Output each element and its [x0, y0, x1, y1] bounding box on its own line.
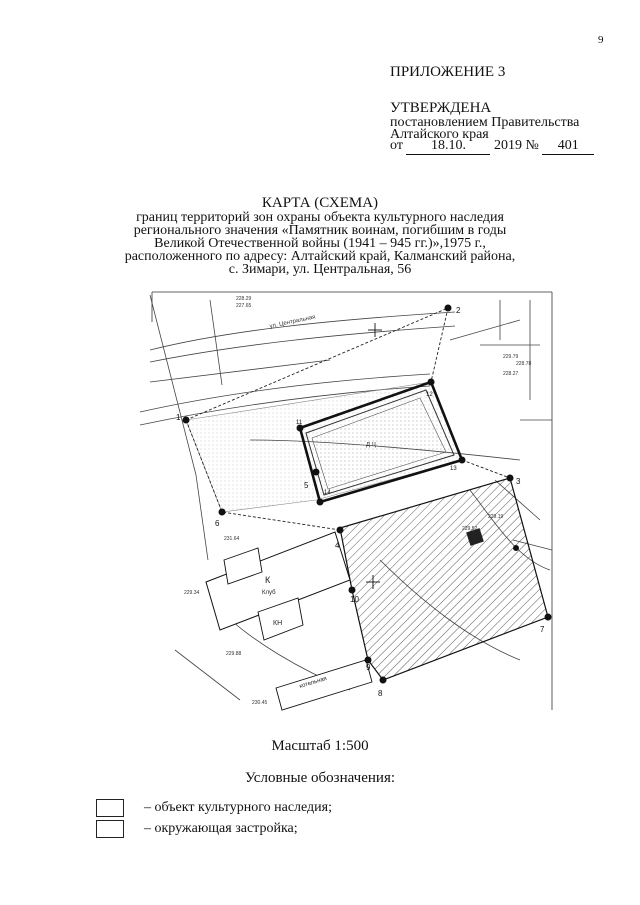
title-line-1: границ территорий зон охраны объекта культурного наследия	[136, 210, 504, 225]
legend-label-heritage: – объект культурного наследия;	[144, 800, 332, 815]
point-11-label: 11	[296, 420, 303, 426]
title-line-5: с. Зимари, ул. Центральная, 56	[228, 262, 412, 277]
map-scale: Масштаб 1:500	[271, 738, 369, 754]
legend-title: Условные обозначения:	[244, 770, 396, 786]
point-9-label: 9	[366, 663, 371, 672]
legend-item-buildings	[96, 820, 298, 838]
point-10-marker	[349, 587, 356, 594]
point-10-label: 10	[350, 595, 359, 604]
title-line-3: Великой Отечественной войны (1941 – 945 гг.)»,1975 г.,	[154, 236, 486, 251]
point-13-label: 13	[450, 466, 457, 472]
point-14-label: 14	[324, 490, 331, 496]
point-2-marker	[445, 305, 452, 312]
point-4-marker	[337, 527, 344, 534]
elevation-7: 229.79	[503, 354, 519, 360]
elevation-1: 228.29	[236, 296, 252, 302]
elevation-10: 229.52	[462, 526, 478, 532]
legend-swatch-buildings	[96, 820, 124, 838]
from-label: от	[390, 138, 403, 153]
point-3-label: 3	[516, 477, 521, 486]
extra-point-marker	[513, 545, 519, 551]
point-4-label: 4	[335, 541, 340, 550]
appendix-label: ПРИЛОЖЕНИЕ 3	[390, 64, 506, 80]
approved-line-1: постановлением Правительства	[390, 115, 580, 130]
point-1-label: 1	[176, 413, 181, 422]
point-12-label: 12	[426, 392, 433, 398]
point-8-marker	[380, 677, 387, 684]
point-6-marker	[219, 509, 226, 516]
point-7-label: 7	[540, 625, 545, 634]
approved-label: УТВЕРЖДЕНА	[390, 100, 492, 116]
map-label-cult: д.ц	[366, 441, 377, 448]
approval-number: 401	[542, 138, 594, 155]
map-label-kn: КН	[273, 620, 283, 627]
title-line-2: регионального значения «Памятник воинам, погибшим в годы	[133, 223, 507, 238]
legend-label-buildings: – окружающая застройка;	[144, 821, 298, 836]
hatched-zone	[340, 478, 548, 680]
point-3-marker	[507, 475, 514, 482]
approval-year: 2019 №	[493, 138, 539, 153]
boiler-building	[276, 660, 372, 710]
point-6-label: 6	[215, 519, 220, 528]
elevation-6: 230.45	[252, 700, 268, 706]
map-label-boiler: котельная	[298, 675, 328, 690]
approval-date: 18.10.	[406, 138, 490, 155]
elevation-2: 227.65	[236, 303, 252, 309]
elevation-5: 229.88	[226, 651, 242, 657]
elevation-11: 229.19	[488, 514, 504, 520]
map-label-club: Клуб	[262, 590, 276, 596]
map-label-k: К	[265, 575, 271, 585]
elevation-9: 228.27	[503, 371, 519, 377]
elevation-4: 229.34	[184, 590, 200, 596]
title-main: КАРТА (СХЕМА)	[261, 195, 379, 211]
legend-item-heritage	[96, 799, 332, 817]
elevation-3: 231.64	[224, 536, 240, 542]
point-14-marker	[317, 499, 324, 506]
point-7-marker	[545, 614, 552, 621]
legend-swatch-heritage	[96, 799, 124, 817]
point-8-label: 8	[378, 689, 383, 698]
point-5-label: 5	[304, 481, 309, 490]
point-12-marker	[428, 379, 435, 386]
point-13-marker	[459, 457, 466, 464]
point-1-marker	[183, 417, 190, 424]
point-2-label: 2	[456, 306, 461, 315]
zone-boundary-east	[462, 460, 510, 478]
title-line-4: расположенного по адресу: Алтайский край, Калманский района,	[124, 249, 516, 264]
point-5-marker	[313, 469, 320, 476]
page-number: 9	[598, 34, 604, 46]
elevation-8: 228.78	[516, 361, 532, 367]
map-label-street: ул. Центральная	[269, 314, 317, 330]
approved-line-2: Алтайского края	[390, 127, 489, 142]
